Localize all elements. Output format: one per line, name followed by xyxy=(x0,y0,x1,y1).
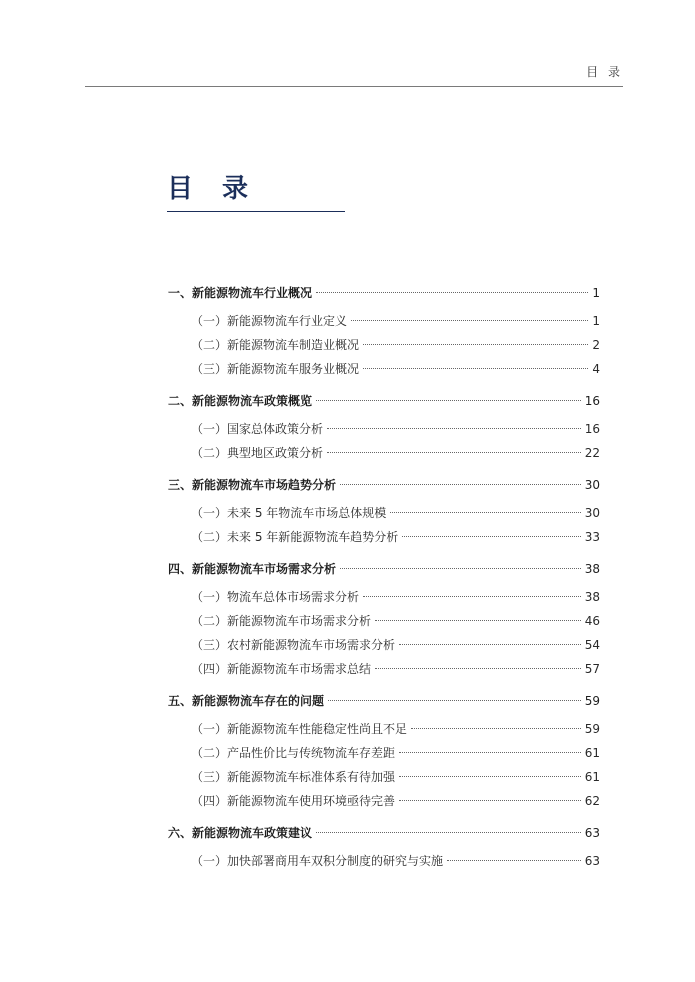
dot-leader xyxy=(340,568,581,569)
toc-subentry-label: （一）物流车总体市场需求分析 xyxy=(191,590,360,604)
toc-entry[interactable] xyxy=(168,473,600,497)
toc-subentry-page: 61 xyxy=(584,746,600,760)
dot-leader xyxy=(390,512,580,513)
toc-subentry[interactable] xyxy=(168,849,600,873)
dot-leader xyxy=(363,368,588,369)
toc-subentry-label: （四）新能源物流车使用环境亟待完善 xyxy=(191,794,396,808)
toc-entry-page: 59 xyxy=(584,694,600,708)
toc-section-4 xyxy=(168,557,600,681)
toc-subentry-page: 30 xyxy=(584,506,600,520)
toc-entry[interactable] xyxy=(168,281,600,305)
toc-entry[interactable] xyxy=(168,389,600,413)
dot-leader xyxy=(399,776,581,777)
toc-subentry[interactable] xyxy=(168,333,600,357)
toc-subentry-label: （二）典型地区政策分析 xyxy=(191,446,324,460)
toc-section-1 xyxy=(168,281,600,381)
toc-subentry[interactable] xyxy=(168,765,600,789)
toc-subentry-label: （一）新能源物流车行业定义 xyxy=(191,314,348,328)
toc-entry-label: 四、新能源物流车市场需求分析 xyxy=(168,562,337,576)
toc-entry-page: 63 xyxy=(584,826,600,840)
toc-subentry[interactable] xyxy=(168,357,600,381)
toc-subentry-page: 54 xyxy=(584,638,600,652)
toc-entry[interactable] xyxy=(168,821,600,845)
toc-entry-label: 三、新能源物流车市场趋势分析 xyxy=(168,478,337,492)
toc-subentry-label: （三）新能源物流车服务业概况 xyxy=(191,362,360,376)
toc-subentry-page: 1 xyxy=(592,314,600,328)
toc-entry-page: 16 xyxy=(584,394,600,408)
toc-subentry-page: 63 xyxy=(584,854,600,868)
toc-subentry-page: 59 xyxy=(584,722,600,736)
title-underline xyxy=(167,211,345,212)
toc-subentry[interactable] xyxy=(168,657,600,681)
dot-leader xyxy=(363,344,588,345)
dot-leader xyxy=(399,800,581,801)
toc-subentry-label: （一）未来 5 年物流车市场总体规模 xyxy=(191,506,387,520)
dot-leader xyxy=(399,644,581,645)
toc-section-2 xyxy=(168,389,600,465)
toc-subentry[interactable] xyxy=(168,741,600,765)
toc-subentry-label: （三）新能源物流车标准体系有待加强 xyxy=(191,770,396,784)
toc-entry-page: 1 xyxy=(592,286,600,300)
toc-entry[interactable] xyxy=(168,689,600,713)
toc-entry-label: 二、新能源物流车政策概览 xyxy=(168,394,313,408)
dot-leader xyxy=(351,320,588,321)
toc-subentry-label: （三）农村新能源物流车市场需求分析 xyxy=(191,638,396,652)
dot-leader xyxy=(316,400,581,401)
dot-leader xyxy=(316,832,581,833)
running-header: 目 录 xyxy=(586,65,623,79)
dot-leader xyxy=(399,752,581,753)
dot-leader xyxy=(316,292,588,293)
dot-leader xyxy=(411,728,581,729)
toc-subentry[interactable] xyxy=(168,585,600,609)
toc-subentry[interactable] xyxy=(168,789,600,813)
toc-subentry[interactable] xyxy=(168,525,600,549)
toc-subentry-page: 22 xyxy=(584,446,600,460)
toc-subentry-page: 33 xyxy=(584,530,600,544)
toc-subentry-label: （二）未来 5 年新能源物流车趋势分析 xyxy=(191,530,399,544)
dot-leader xyxy=(447,860,581,861)
toc-subentry[interactable] xyxy=(168,717,600,741)
toc-subentry-page: 61 xyxy=(584,770,600,784)
dot-leader xyxy=(402,536,580,537)
dot-leader xyxy=(363,596,581,597)
toc-subentry-page: 4 xyxy=(592,362,600,376)
dot-leader xyxy=(340,484,581,485)
dot-leader xyxy=(328,700,581,701)
toc-subentry[interactable] xyxy=(168,609,600,633)
toc-subentry-label: （四）新能源物流车市场需求总结 xyxy=(191,662,372,676)
dot-leader xyxy=(375,668,581,669)
toc-section-5 xyxy=(168,689,600,813)
toc-entry-page: 38 xyxy=(584,562,600,576)
header-rule xyxy=(85,86,623,87)
toc-section-6 xyxy=(168,821,600,873)
table-of-contents xyxy=(168,281,600,881)
toc-subentry-page: 57 xyxy=(584,662,600,676)
toc-subentry-page: 16 xyxy=(584,422,600,436)
toc-entry-label: 一、新能源物流车行业概况 xyxy=(168,286,313,300)
toc-subentry-page: 62 xyxy=(584,794,600,808)
dot-leader xyxy=(327,428,581,429)
dot-leader xyxy=(327,452,581,453)
toc-entry-label: 六、新能源物流车政策建议 xyxy=(168,826,313,840)
toc-entry-page: 30 xyxy=(584,478,600,492)
toc-subentry-page: 38 xyxy=(584,590,600,604)
toc-subentry[interactable] xyxy=(168,501,600,525)
toc-subentry-label: （一）加快部署商用车双积分制度的研究与实施 xyxy=(191,854,444,868)
toc-entry-label: 五、新能源物流车存在的问题 xyxy=(168,694,325,708)
toc-subentry-page: 46 xyxy=(584,614,600,628)
toc-subentry-label: （二）新能源物流车市场需求分析 xyxy=(191,614,372,628)
dot-leader xyxy=(375,620,581,621)
toc-subentry-label: （二）新能源物流车制造业概况 xyxy=(191,338,360,352)
page-title: 目 录 xyxy=(167,174,259,204)
toc-subentry-label: （一）新能源物流车性能稳定性尚且不足 xyxy=(191,722,408,736)
toc-subentry-page: 2 xyxy=(592,338,600,352)
toc-subentry[interactable] xyxy=(168,633,600,657)
toc-subentry[interactable] xyxy=(168,309,600,333)
toc-section-3 xyxy=(168,473,600,549)
toc-entry[interactable] xyxy=(168,557,600,581)
toc-subentry-label: （二）产品性价比与传统物流车存差距 xyxy=(191,746,396,760)
toc-subentry[interactable] xyxy=(168,441,600,465)
toc-subentry-label: （一）国家总体政策分析 xyxy=(191,422,324,436)
toc-subentry[interactable] xyxy=(168,417,600,441)
